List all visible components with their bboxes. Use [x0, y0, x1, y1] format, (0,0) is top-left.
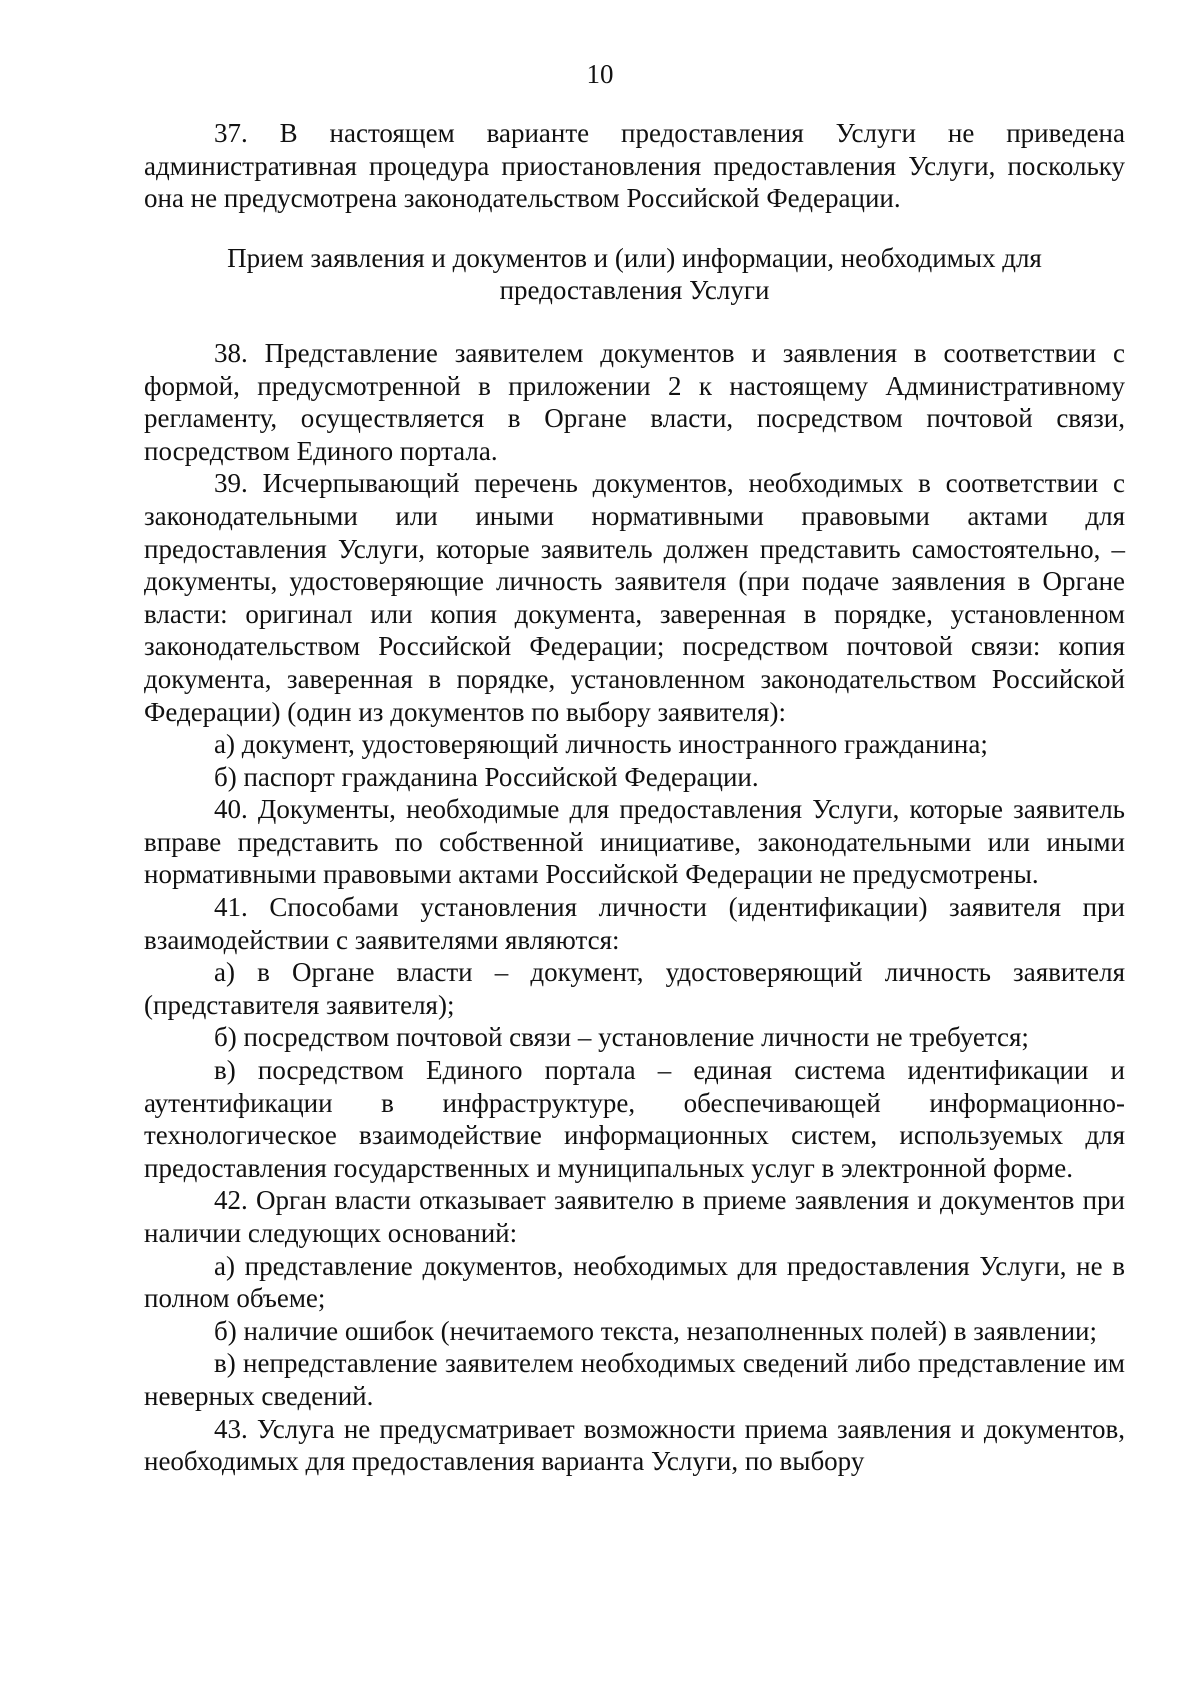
- page-number: 10: [586, 59, 614, 89]
- paragraph-37: 37. В настоящем варианте предоставления Услуги не приведена административная процедура приостановления предоставления Услуги, поскольку она не предусмотрена законодательством Российской Федерации.: [144, 118, 1125, 214]
- document-body: [144, 117, 1125, 1478]
- paragraph-39: 39. Исчерпывающий перечень документов, необходимых в соответствии с законодательными или иными нормативными правовыми актами для предоставления Услуги, которые заявитель должен представить самостоятельно, – документы, удостоверяющие личность заявителя (при подаче заявления в Органе власти: оригинал или копия документа, заверенная в порядке, установленном законодательством Российской Федерации; посредством почтовой связи: копия документа, заверенная в порядке, установленном законодательством Российской Федерации) (один из документов по выбору заявителя):: [144, 468, 1125, 727]
- paragraph-40: 40. Документы, необходимые для предоставления Услуги, которые заявитель вправе представить по собственной инициативе, законодательными или иными нормативными правовыми актами Российской Федерации не предусмотрены.: [144, 794, 1125, 890]
- paragraph-42-item-c: в) непредставление заявителем необходимых сведений либо представление им неверных сведений.: [144, 1348, 1125, 1411]
- paragraph-38: 38. Представление заявителем документов и заявления в соответствии с формой, предусмотренной в приложении 2 к настоящему Административному регламенту, осуществляется в Органе власти, посредством почтовой связи, посредством Единого портала.: [144, 337, 1125, 466]
- paragraph-41-item-c: в) посредством Единого портала – единая система идентификации и аутентификации в инфраструктуре, обеспечивающей информационно-технологическое взаимодействие информационных систем, используемых для предоставления государственных и муниципальных услуг в электронной форме.: [144, 1055, 1125, 1183]
- paragraph-42-item-b: б) наличие ошибок (нечитаемого текста, незаполненных полей) в заявлении;: [214, 1315, 1097, 1346]
- paragraph-42-item-a: а) представление документов, необходимых для предоставления Услуги, не в полном объеме;: [144, 1250, 1125, 1314]
- paragraph-39-item-a: а) документ, удостоверяющий личность иностранного гражданина;: [214, 729, 988, 760]
- section-heading: Прием заявления и документов и (или) информации, необходимых для предоставления Услуги: [227, 242, 1042, 306]
- paragraph-41-item-b: б) посредством почтовой связи – установление личности не требуется;: [214, 1022, 1029, 1053]
- paragraph-42: 42. Орган власти отказывает заявителю в приеме заявления и документов при наличии следующих оснований:: [144, 1185, 1125, 1248]
- paragraph-39-item-b: б) паспорт гражданина Российской Федерации.: [214, 761, 759, 792]
- paragraph-43: 43. Услуга не предусматривает возможности приема заявления и документов, необходимых для предоставления варианта Услуги, по выбору: [144, 1413, 1125, 1477]
- paragraph-41: 41. Способами установления личности (идентификации) заявителя при взаимодействии с заявителями являются:: [144, 892, 1125, 955]
- paragraph-41-item-a: а) в Органе власти – документ, удостоверяющий личность заявителя (представителя заявителя);: [144, 957, 1125, 1020]
